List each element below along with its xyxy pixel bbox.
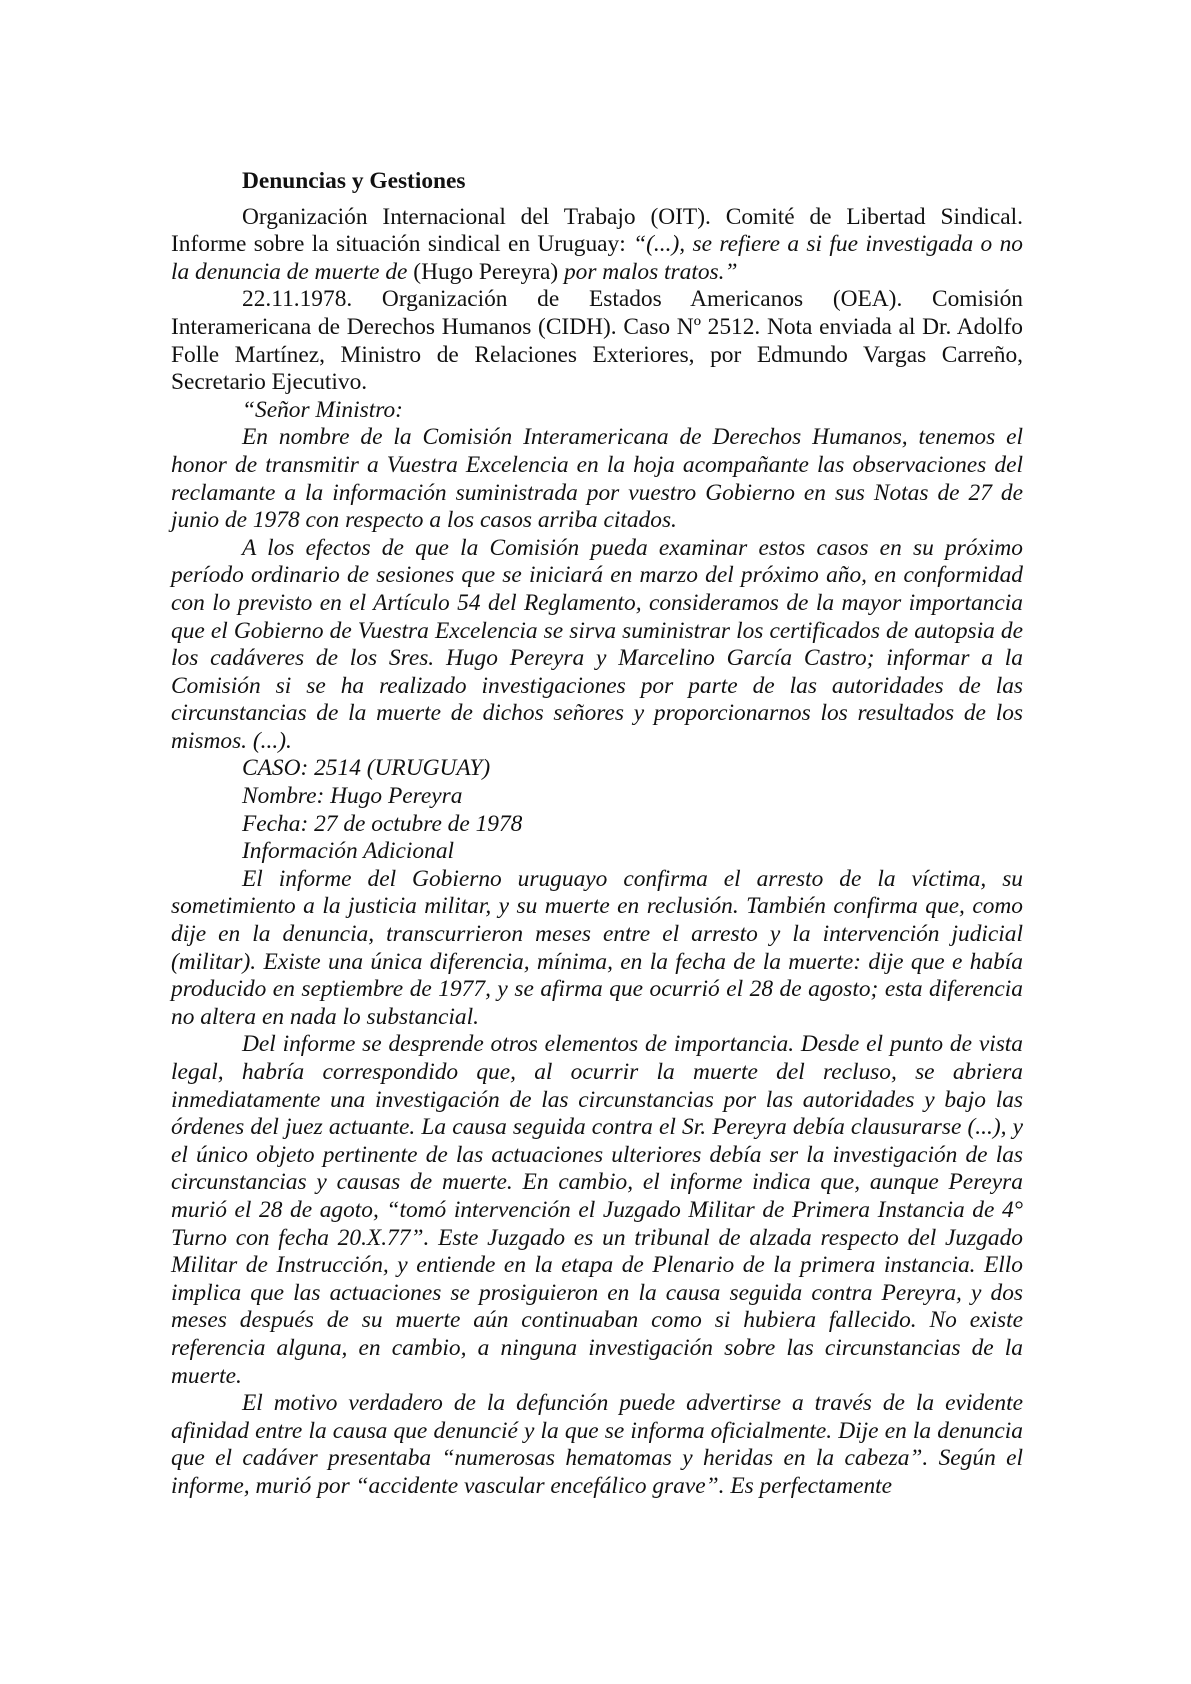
oit-name: (Hugo Pereyra) bbox=[407, 258, 564, 285]
case-date: Fecha: 27 de octubre de 1978 bbox=[242, 810, 523, 837]
section-heading: Denuncias y Gestiones bbox=[242, 168, 466, 194]
paragraph-motive: El motivo verdadero de la defunción puede advertirse a través de la evidente afinidad entre la causa que denuncié y la que se informa oficialmente. Dije en la denuncia que el cadáver presentaba “numerosas hematomas y heridas en la cabeza”. Según el informe, murió por “accidente vascular encefálico grave”. Es perfectamente bbox=[171, 1390, 1023, 1499]
case-name: Nombre: Hugo Pereyra bbox=[242, 783, 463, 810]
case-info-heading: Información Adicional bbox=[242, 838, 455, 865]
paragraph-oit bbox=[171, 204, 1023, 287]
paragraph-transmission: En nombre de la Comisión Interamericana de Derechos Humanos, tenemos el honor de transmitir a Vuestra Excelencia en la hoja acompañante las observaciones del reclamante a la información suministrada por vuestro Gobierno en sus Notas de 27 de junio de 1978 con respecto a los casos arriba citados. bbox=[171, 424, 1023, 534]
paragraph-oea: 22.11.1978. Organización de Estados Americanos (OEA). Comisión Interamericana de Derechos Humanos (CIDH). Caso Nº 2512. Nota enviada al Dr. Adolfo Folle Martínez, Ministro de Relaciones Exteriores, por Edmundo Vargas Carreño, Secretario Ejecutivo. bbox=[171, 286, 1023, 396]
salutation: “Señor Ministro: bbox=[242, 396, 403, 423]
oit-quote-end: por malos tratos.” bbox=[563, 258, 738, 285]
paragraph-legal: Del informe se desprende otros elementos de importancia. Desde el punto de vista legal, habría correspondido que, al ocurrir la muerte del recluso, se abriera inmediatamente una investigación de las circunstancias por las autoridades y bajo las órdenes del juez actuante. La causa seguida contra el Sr. Pereyra debía clausurarse (...), y el único objeto pertinente de las actuaciones ulteriores debía ser la investigación de las circunstancias y causas de muerte. En cambio, el informe indica que, aunque Pereyra murió el 28 de agoto, “tomó intervención el Juzgado Militar de Primera Instancia de 4° Turno con fecha 20.X.77”. Este Juzgado es un tribunal de alzada respecto del Juzgado Militar de Instrucción, y entiende en la etapa de Plenario de la primera instancia. Ello implica que las actuaciones se prosiguieron en la causa seguida contra Pereyra, y dos meses después de su muerte aún continuaban como si hubiera fallecido. No existe referencia alguna, en cambio, a ninguna investigación sobre las circunstancias de la muerte. bbox=[171, 1031, 1023, 1389]
oit-quote: “(...), se refiere a si fue investigada o no la denuncia de muerte de bbox=[171, 231, 1023, 285]
case-number: CASO: 2514 (URUGUAY) bbox=[242, 755, 491, 782]
paragraph-request: A los efectos de que la Comisión pueda examinar estos casos en su próximo período ordinario de sesiones que se iniciará en marzo del próximo año, en conformidad con lo previsto en el Artículo 54 del Reglamento, consideramos de la mayor importancia que el Gobierno de Vuestra Excelencia se sirva suministrar los certificados de autopsia de los cadáveres de los Sres. Hugo Pereyra y Marcelino García Castro; informar a la Comisión si se ha realizado investigaciones por parte de las autoridades de las circunstancias de la muerte de dichos señores y proporcionarnos los resultados de los mismos. (...). bbox=[171, 534, 1023, 754]
oit-text: Organización Internacional del Trabajo (OIT). Comité de Libertad Sindical. Informe sobre la situación sindical en Uruguay: bbox=[171, 203, 1023, 258]
document-body bbox=[171, 168, 1023, 1501]
paragraph-report: El informe del Gobierno uruguayo confirma el arresto de la víctima, su sometimiento a la justicia militar, y su muerte en reclusión. También confirma que, como dije en la denuncia, transcurrieron meses entre el arresto y la intervención judicial (militar). Existe una única diferencia, mínima, en la fecha de la muerte: dije que e había producido en septiembre de 1977, y se afirma que ocurrió el 28 de agosto; esta diferencia no altera en nada lo substancial. bbox=[171, 865, 1023, 1030]
